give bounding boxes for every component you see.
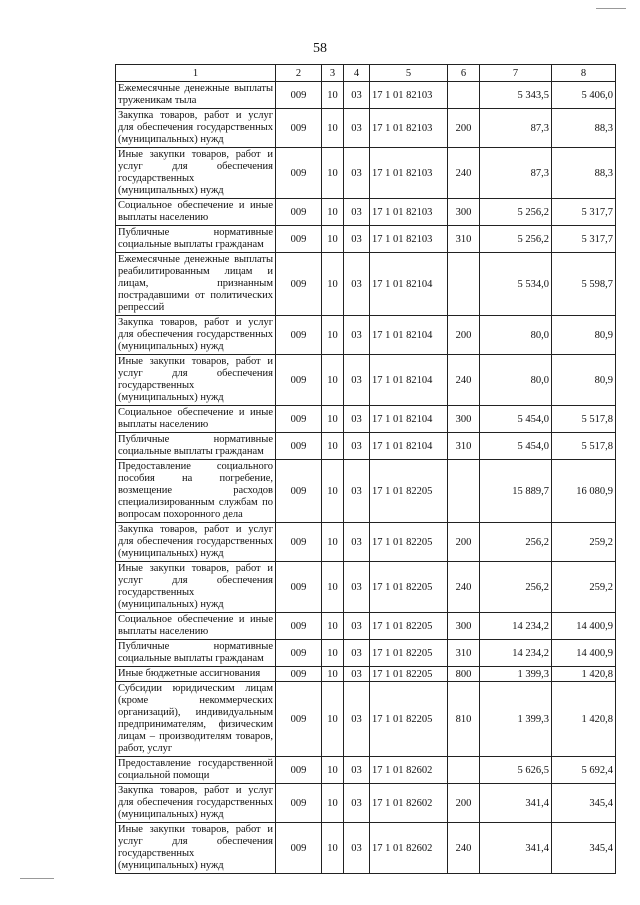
ministry-code: 009 [276, 316, 322, 355]
amount-year-1: 341,4 [480, 784, 552, 823]
amount-year-2: 5 692,4 [552, 757, 616, 784]
table-row [116, 613, 616, 640]
column-header: 1 [116, 65, 276, 82]
subsection-code: 03 [344, 613, 370, 640]
expense-type-code: 810 [448, 682, 480, 757]
subsection-code: 03 [344, 316, 370, 355]
table-row [116, 523, 616, 562]
column-header: 2 [276, 65, 322, 82]
amount-year-2: 259,2 [552, 523, 616, 562]
table-row [116, 667, 616, 682]
section-code: 10 [322, 823, 344, 874]
amount-year-2: 14 400,9 [552, 640, 616, 667]
target-article-code: 17 1 01 82104 [370, 316, 448, 355]
subsection-code: 03 [344, 433, 370, 460]
table-header-row [116, 65, 616, 82]
target-article-code: 17 1 01 82205 [370, 640, 448, 667]
amount-year-1: 15 889,7 [480, 460, 552, 523]
scan-mark [596, 8, 626, 9]
line-item-name: Социальное обеспечение и иные выплаты населению [116, 199, 276, 226]
line-item-name: Ежемесячные денежные выплаты труженикам тыла [116, 82, 276, 109]
expense-type-code: 240 [448, 148, 480, 199]
table-row [116, 682, 616, 757]
amount-year-2: 14 400,9 [552, 613, 616, 640]
subsection-code: 03 [344, 757, 370, 784]
amount-year-1: 87,3 [480, 148, 552, 199]
amount-year-1: 14 234,2 [480, 613, 552, 640]
target-article-code: 17 1 01 82103 [370, 199, 448, 226]
line-item-name: Закупка товаров, работ и услуг для обеспечения государственных (муниципальных) нужд [116, 109, 276, 148]
section-code: 10 [322, 667, 344, 682]
ministry-code: 009 [276, 562, 322, 613]
amount-year-1: 87,3 [480, 109, 552, 148]
column-header: 6 [448, 65, 480, 82]
expense-type-code: 310 [448, 226, 480, 253]
target-article-code: 17 1 01 82104 [370, 355, 448, 406]
line-item-name: Иные бюджетные ассигнования [116, 667, 276, 682]
section-code: 10 [322, 253, 344, 316]
line-item-name: Закупка товаров, работ и услуг для обеспечения государственных (муниципальных) нужд [116, 784, 276, 823]
section-code: 10 [322, 226, 344, 253]
section-code: 10 [322, 433, 344, 460]
expense-type-code [448, 757, 480, 784]
ministry-code: 009 [276, 640, 322, 667]
amount-year-2: 5 517,8 [552, 406, 616, 433]
ministry-code: 009 [276, 226, 322, 253]
ministry-code: 009 [276, 784, 322, 823]
section-code: 10 [322, 460, 344, 523]
amount-year-1: 5 256,2 [480, 199, 552, 226]
table-row [116, 199, 616, 226]
amount-year-1: 5 626,5 [480, 757, 552, 784]
subsection-code: 03 [344, 226, 370, 253]
ministry-code: 009 [276, 109, 322, 148]
line-item-name: Социальное обеспечение и иные выплаты населению [116, 613, 276, 640]
ministry-code: 009 [276, 757, 322, 784]
amount-year-2: 259,2 [552, 562, 616, 613]
amount-year-2: 88,3 [552, 148, 616, 199]
ministry-code: 009 [276, 460, 322, 523]
subsection-code: 03 [344, 199, 370, 226]
ministry-code: 009 [276, 355, 322, 406]
subsection-code: 03 [344, 460, 370, 523]
expense-type-code: 240 [448, 562, 480, 613]
section-code: 10 [322, 682, 344, 757]
table-row [116, 253, 616, 316]
line-item-name: Субсидии юридическим лицам (кроме некоммерческих организаций), индивидуальным предпринимателям, физическим лицам – производителям товаров, работ, услуг [116, 682, 276, 757]
section-code: 10 [322, 109, 344, 148]
target-article-code: 17 1 01 82205 [370, 460, 448, 523]
amount-year-2: 80,9 [552, 355, 616, 406]
target-article-code: 17 1 01 82103 [370, 226, 448, 253]
ministry-code: 009 [276, 148, 322, 199]
line-item-name: Закупка товаров, работ и услуг для обеспечения государственных (муниципальных) нужд [116, 316, 276, 355]
section-code: 10 [322, 406, 344, 433]
amount-year-1: 256,2 [480, 523, 552, 562]
amount-year-2: 5 317,7 [552, 226, 616, 253]
target-article-code: 17 1 01 82602 [370, 784, 448, 823]
line-item-name: Публичные нормативные социальные выплаты гражданам [116, 640, 276, 667]
amount-year-2: 5 598,7 [552, 253, 616, 316]
subsection-code: 03 [344, 562, 370, 613]
subsection-code: 03 [344, 406, 370, 433]
expense-type-code: 300 [448, 199, 480, 226]
table-row [116, 460, 616, 523]
table-row [116, 784, 616, 823]
subsection-code: 03 [344, 823, 370, 874]
section-code: 10 [322, 82, 344, 109]
target-article-code: 17 1 01 82205 [370, 682, 448, 757]
subsection-code: 03 [344, 523, 370, 562]
line-item-name: Иные закупки товаров, работ и услуг для обеспечения государственных (муниципальных) нужд [116, 823, 276, 874]
amount-year-1: 5 256,2 [480, 226, 552, 253]
target-article-code: 17 1 01 82104 [370, 406, 448, 433]
line-item-name: Предоставление государственной социальной помощи [116, 757, 276, 784]
expense-type-code: 240 [448, 823, 480, 874]
table-row [116, 757, 616, 784]
budget-table [115, 64, 616, 874]
amount-year-1: 341,4 [480, 823, 552, 874]
subsection-code: 03 [344, 784, 370, 823]
amount-year-2: 80,9 [552, 316, 616, 355]
section-code: 10 [322, 355, 344, 406]
expense-type-code: 200 [448, 316, 480, 355]
amount-year-1: 5 534,0 [480, 253, 552, 316]
subsection-code: 03 [344, 667, 370, 682]
section-code: 10 [322, 613, 344, 640]
target-article-code: 17 1 01 82103 [370, 109, 448, 148]
ministry-code: 009 [276, 682, 322, 757]
table-row [116, 148, 616, 199]
table-row [116, 823, 616, 874]
section-code: 10 [322, 640, 344, 667]
section-code: 10 [322, 757, 344, 784]
expense-type-code: 300 [448, 613, 480, 640]
target-article-code: 17 1 01 82205 [370, 613, 448, 640]
expense-type-code: 200 [448, 784, 480, 823]
amount-year-2: 5 517,8 [552, 433, 616, 460]
ministry-code: 009 [276, 433, 322, 460]
section-code: 10 [322, 562, 344, 613]
amount-year-1: 80,0 [480, 355, 552, 406]
line-item-name: Иные закупки товаров, работ и услуг для обеспечения государственных (муниципальных) нужд [116, 562, 276, 613]
line-item-name: Иные закупки товаров, работ и услуг для обеспечения государственных (муниципальных) нужд [116, 355, 276, 406]
line-item-name: Публичные нормативные социальные выплаты гражданам [116, 433, 276, 460]
scan-mark [20, 878, 54, 879]
target-article-code: 17 1 01 82205 [370, 523, 448, 562]
amount-year-2: 16 080,9 [552, 460, 616, 523]
target-article-code: 17 1 01 82103 [370, 148, 448, 199]
target-article-code: 17 1 01 82205 [370, 562, 448, 613]
expense-type-code: 200 [448, 109, 480, 148]
amount-year-2: 5 317,7 [552, 199, 616, 226]
ministry-code: 009 [276, 253, 322, 316]
amount-year-2: 1 420,8 [552, 667, 616, 682]
amount-year-1: 1 399,3 [480, 667, 552, 682]
section-code: 10 [322, 523, 344, 562]
expense-type-code: 300 [448, 406, 480, 433]
subsection-code: 03 [344, 253, 370, 316]
column-header: 3 [322, 65, 344, 82]
table-row [116, 406, 616, 433]
table-row [116, 226, 616, 253]
subsection-code: 03 [344, 640, 370, 667]
target-article-code: 17 1 01 82205 [370, 667, 448, 682]
line-item-name: Социальное обеспечение и иные выплаты населению [116, 406, 276, 433]
target-article-code: 17 1 01 82602 [370, 757, 448, 784]
line-item-name: Иные закупки товаров, работ и услуг для обеспечения государственных (муниципальных) нужд [116, 148, 276, 199]
expense-type-code: 310 [448, 433, 480, 460]
expense-type-code: 800 [448, 667, 480, 682]
ministry-code: 009 [276, 406, 322, 433]
amount-year-1: 5 343,5 [480, 82, 552, 109]
expense-type-code: 200 [448, 523, 480, 562]
amount-year-2: 345,4 [552, 784, 616, 823]
section-code: 10 [322, 784, 344, 823]
amount-year-2: 345,4 [552, 823, 616, 874]
section-code: 10 [322, 148, 344, 199]
ministry-code: 009 [276, 523, 322, 562]
amount-year-1: 1 399,3 [480, 682, 552, 757]
line-item-name: Публичные нормативные социальные выплаты гражданам [116, 226, 276, 253]
target-article-code: 17 1 01 82104 [370, 433, 448, 460]
amount-year-1: 14 234,2 [480, 640, 552, 667]
expense-type-code [448, 253, 480, 316]
target-article-code: 17 1 01 82104 [370, 253, 448, 316]
amount-year-2: 1 420,8 [552, 682, 616, 757]
line-item-name: Ежемесячные денежные выплаты реабилитированным лицам и лицам, признанным пострадавшими от политических репрессий [116, 253, 276, 316]
ministry-code: 009 [276, 823, 322, 874]
ministry-code: 009 [276, 667, 322, 682]
table-row [116, 355, 616, 406]
page-number: 58 [313, 41, 327, 56]
amount-year-1: 256,2 [480, 562, 552, 613]
expense-type-code: 240 [448, 355, 480, 406]
amount-year-2: 88,3 [552, 109, 616, 148]
amount-year-1: 5 454,0 [480, 433, 552, 460]
subsection-code: 03 [344, 109, 370, 148]
amount-year-2: 5 406,0 [552, 82, 616, 109]
column-header: 4 [344, 65, 370, 82]
subsection-code: 03 [344, 148, 370, 199]
line-item-name: Закупка товаров, работ и услуг для обеспечения государственных (муниципальных) нужд [116, 523, 276, 562]
table-row [116, 433, 616, 460]
amount-year-1: 5 454,0 [480, 406, 552, 433]
table-row [116, 316, 616, 355]
table-row [116, 82, 616, 109]
table-row [116, 640, 616, 667]
ministry-code: 009 [276, 82, 322, 109]
column-header: 5 [370, 65, 448, 82]
subsection-code: 03 [344, 355, 370, 406]
amount-year-1: 80,0 [480, 316, 552, 355]
expense-type-code [448, 82, 480, 109]
ministry-code: 009 [276, 613, 322, 640]
table-row [116, 562, 616, 613]
column-header: 7 [480, 65, 552, 82]
line-item-name: Предоставление социального пособия на погребение, возмещение расходов специализированным службам по вопросам похоронного дела [116, 460, 276, 523]
ministry-code: 009 [276, 199, 322, 226]
section-code: 10 [322, 199, 344, 226]
subsection-code: 03 [344, 82, 370, 109]
section-code: 10 [322, 316, 344, 355]
table-row [116, 109, 616, 148]
target-article-code: 17 1 01 82103 [370, 82, 448, 109]
target-article-code: 17 1 01 82602 [370, 823, 448, 874]
expense-type-code: 310 [448, 640, 480, 667]
column-header: 8 [552, 65, 616, 82]
table-body [116, 82, 616, 874]
expense-type-code [448, 460, 480, 523]
subsection-code: 03 [344, 682, 370, 757]
